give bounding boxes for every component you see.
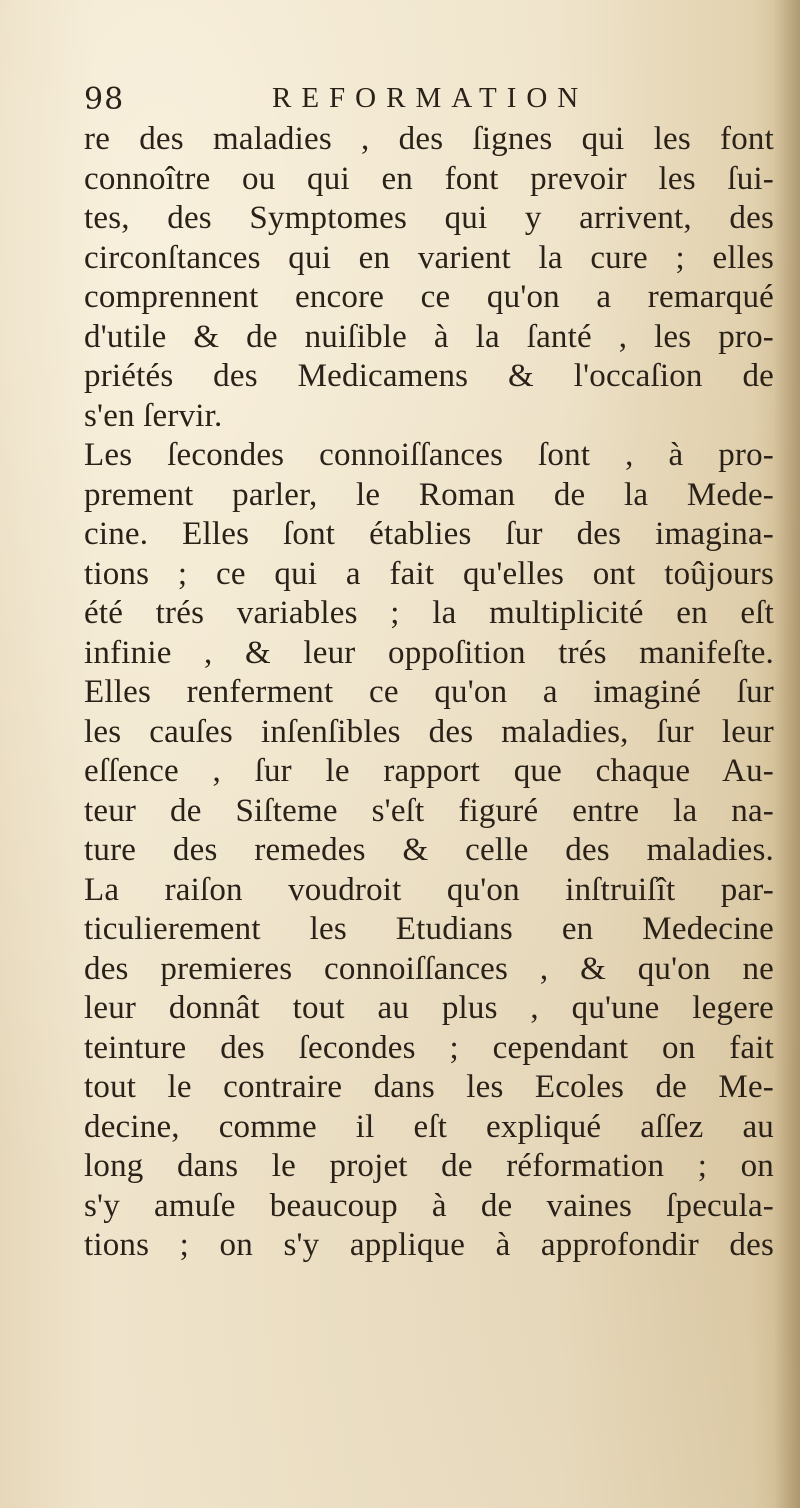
text-line: tions ; on s'y applique à approfondir des xyxy=(84,1227,774,1263)
text-line: Les ſecondes connoiſſances ſont , à pro- xyxy=(84,437,774,473)
text-line: teur de Siſteme s'eſt figuré entre la na- xyxy=(84,792,774,829)
text-line: teinture des ſecondes ; cependant on fait xyxy=(84,1029,774,1066)
text-line: re des maladies , des ſignes qui les font xyxy=(84,121,774,157)
text-line: cine. Elles ſont établies ſur des imagina- xyxy=(84,516,774,552)
text-line: La raiſon voudroit qu'on inſtruiſît par- xyxy=(84,871,774,908)
text-line: des premieres connoiſſances , & qu'on ne xyxy=(84,950,774,987)
text-line: connoître ou qui en font prevoir les ſui- xyxy=(84,160,774,197)
running-title: REFORMATION xyxy=(272,82,589,114)
text-line: été trés variables ; la multiplicité en eſt xyxy=(84,595,774,631)
text-line: ticulierement les Etudians en Medecine xyxy=(84,911,774,947)
text-line: long dans le projet de réformation ; on xyxy=(84,1148,774,1184)
text-line: decine, comme il eſt expliqué aſſez au xyxy=(84,1108,774,1145)
text-line: les cauſes inſenſibles des maladies, ſur leur xyxy=(84,713,774,750)
text-line: tes, des Symptomes qui y arrivent, des xyxy=(84,200,774,236)
text-line: infinie , & leur oppoſition trés manifeſte. xyxy=(84,634,774,671)
page-header xyxy=(84,78,724,118)
text-line: comprennent encore ce qu'on a remarqué xyxy=(84,279,774,315)
body-text xyxy=(84,120,774,1266)
text-line: s'y amuſe beaucoup à de vaines ſpecula- xyxy=(84,1187,774,1224)
text-line: tions ; ce qui a fait qu'elles ont toûjours xyxy=(84,555,774,592)
text-line: priétés des Medicamens & l'occaſion de xyxy=(84,358,774,394)
text-line: prement parler, le Roman de la Mede- xyxy=(84,476,774,513)
page-gutter-shadow xyxy=(774,0,800,1508)
page-number: 98 xyxy=(84,82,125,117)
text-line: circonſtances qui en varient la cure ; elles xyxy=(84,239,774,276)
text-line: s'en ſervir. xyxy=(84,397,223,434)
text-line: d'utile & de nuiſible à la ſanté , les pro- xyxy=(84,318,774,355)
text-line: Elles renferment ce qu'on a imaginé ſur xyxy=(84,674,774,710)
text-line: leur donnât tout au plus , qu'une legere xyxy=(84,990,774,1026)
text-line: ture des remedes & celle des maladies. xyxy=(84,832,774,868)
text-line: eſſence , ſur le rapport que chaque Au- xyxy=(84,753,774,789)
text-line: tout le contraire dans les Ecoles de Me- xyxy=(84,1069,774,1105)
